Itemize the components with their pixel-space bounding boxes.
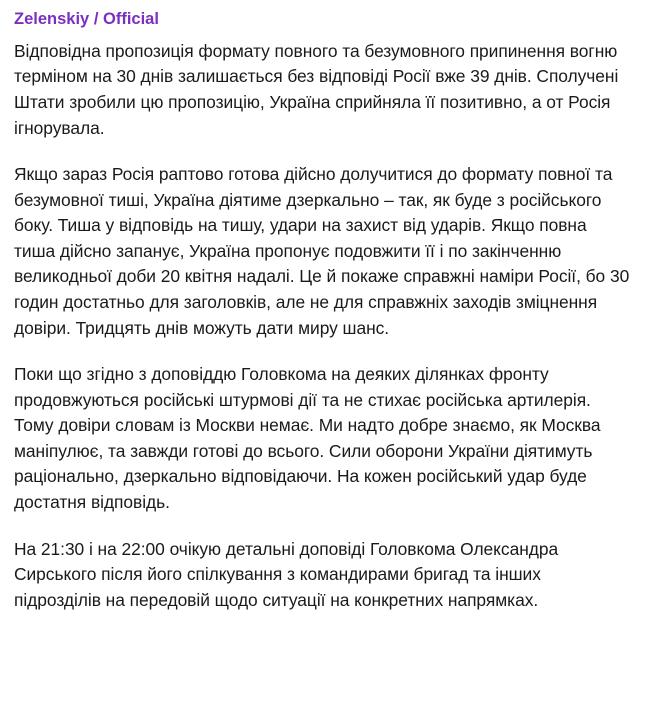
- channel-separator: /: [93, 10, 99, 28]
- post-paragraph: Відповідна пропозиція формату повного та безумовного припинення вогню терміном на 30 днів залишається без відповіді Росії вже 39 днів. Сполучені Штати зробили цю пропозицію, Україна сприйняла її позитивно, а от Росія ігнорувала.: [14, 40, 619, 138]
- channel-header: [14, 10, 631, 30]
- post-paragraph: Якщо зараз Росія раптово готова дійсно долучитися до формату повної та безумовної тиші, Україна діятиме дзеркально – так, як буде з російського боку. Тиша у відповідь на тишу, удари на захист від ударів. Якщо повна тиша дійсно запанує, Україна пропонує подовжити її і по закінченню великодньої доби 20 квітня надалі. Це й покаже справжні наміри Росії, бо 30 годин достатньо для заголовків, але не для справжніх заходів зміцнення довіри. Тридцять днів можуть дати миру шанс.: [14, 164, 630, 338]
- post-paragraph: Поки що згідно з доповіддю Головкома на деяких ділянках фронту продовжуються російські штурмові дії та не стихає російська артилерія. Тому довіри словам із Москви немає. Ми надто добре знаємо, як Москва маніпулює, та завжди готові до всього. Сили оборони України діятимуть раціонально, дзеркально відповідаючи. На кожен російський удар буде достатня відповідь.: [14, 364, 601, 513]
- post-body: [14, 39, 631, 614]
- channel-name[interactable]: Zelenskiy: [14, 10, 90, 28]
- post-paragraph: На 21:30 і на 22:00 очікую детальні доповіді Головкома Олександра Сирського після його спілкування з командирами бригад та інших підрозділів на передовій щодо ситуації на конкретних напрямках.: [14, 538, 559, 610]
- channel-suffix: Official: [103, 10, 159, 28]
